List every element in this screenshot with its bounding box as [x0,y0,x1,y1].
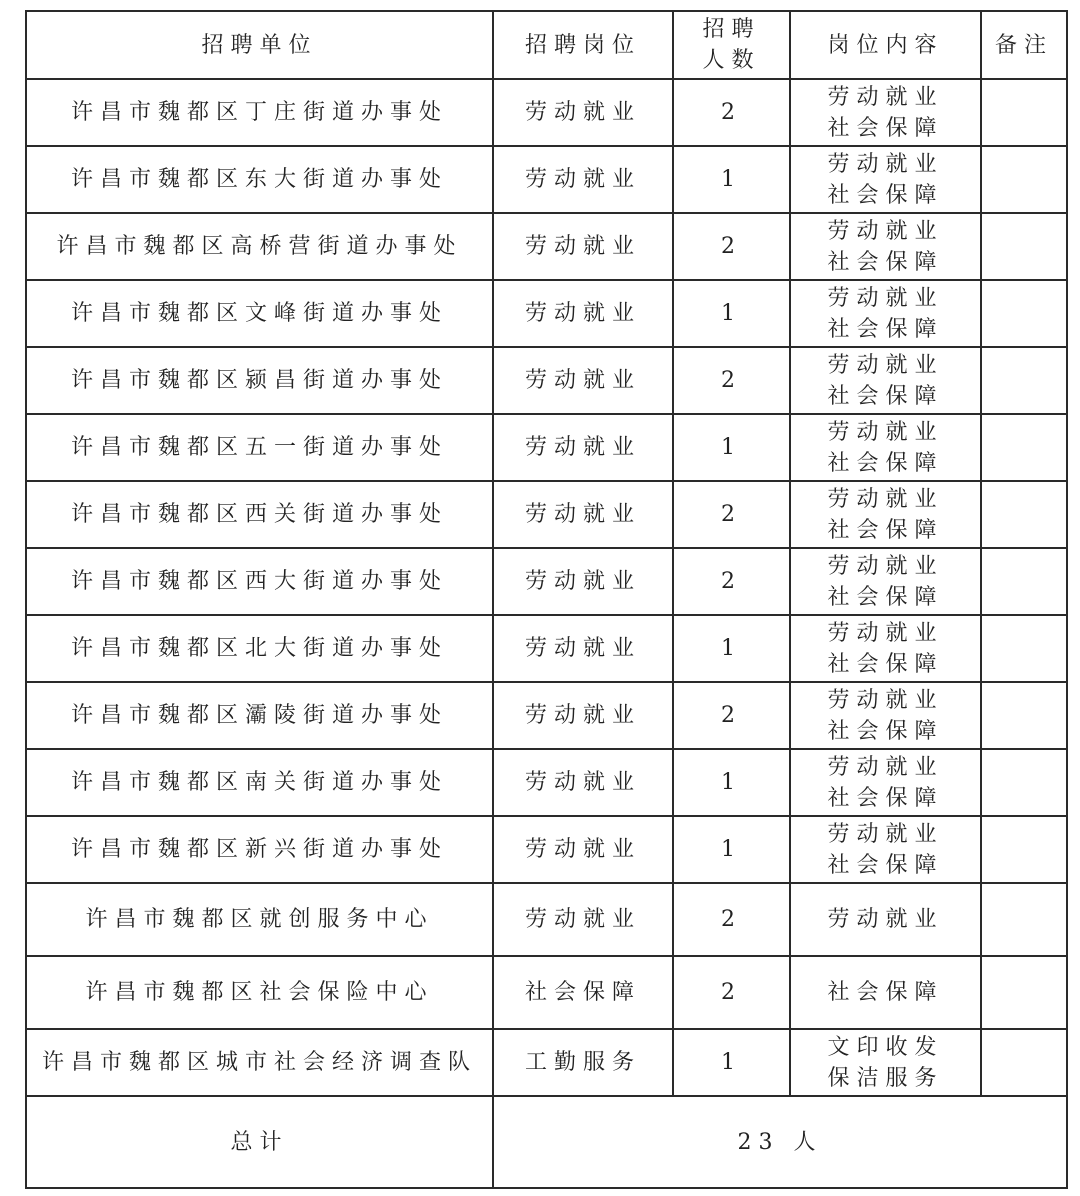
cell-content-line1: 劳动就业 [827,687,944,713]
cell-position: 劳动就业 [493,615,673,682]
cell-unit: 许昌市魏都区西关街道办事处 [26,481,493,548]
cell-position: 工勤服务 [493,1029,673,1096]
cell-unit: 许昌市魏都区南关街道办事处 [26,749,493,816]
cell-unit: 许昌市魏都区就创服务中心 [26,883,493,956]
table-row [26,682,1067,749]
cell-content [790,1029,981,1096]
cell-content-line1: 社会保障 [827,980,944,1005]
cell-position: 劳动就业 [493,682,673,749]
cell-unit: 许昌市魏都区高桥营街道办事处 [26,213,493,280]
cell-position: 劳动就业 [493,146,673,213]
cell-count: 2 [673,213,790,280]
header-position: 招聘岗位 [493,11,673,79]
cell-content [790,213,981,280]
cell-remark [981,414,1067,481]
cell-content-line2: 社会保障 [827,785,944,811]
cell-content [790,414,981,481]
cell-content-line1: 文印收发 [827,1034,944,1060]
cell-content [790,615,981,682]
cell-count: 2 [673,347,790,414]
cell-position: 劳动就业 [493,481,673,548]
cell-remark [981,1029,1067,1096]
cell-count: 2 [673,883,790,956]
cell-count: 2 [673,682,790,749]
table-row [26,347,1067,414]
cell-remark [981,956,1067,1029]
cell-remark [981,280,1067,347]
cell-content [790,883,981,956]
cell-position: 劳动就业 [493,414,673,481]
cell-remark [981,146,1067,213]
cell-unit: 许昌市魏都区西大街道办事处 [26,548,493,615]
cell-content-line2: 社会保障 [827,651,944,677]
total-value: 23 人 [493,1096,1067,1188]
cell-position: 劳动就业 [493,816,673,883]
cell-position: 劳动就业 [493,548,673,615]
cell-unit: 许昌市魏都区东大街道办事处 [26,146,493,213]
cell-count: 1 [673,615,790,682]
cell-content [790,749,981,816]
header-count-line2: 人数 [702,48,761,73]
header-remark: 备注 [981,11,1067,79]
cell-content [790,816,981,883]
table-row [26,749,1067,816]
cell-content-line2: 社会保障 [827,115,944,141]
cell-content [790,146,981,213]
cell-remark [981,79,1067,146]
cell-count: 1 [673,146,790,213]
table-row [26,956,1067,1029]
cell-content [790,548,981,615]
total-row [26,1096,1067,1188]
cell-count: 1 [673,749,790,816]
cell-content [790,481,981,548]
cell-unit: 许昌市魏都区颍昌街道办事处 [26,347,493,414]
table-row [26,280,1067,347]
table-row [26,548,1067,615]
cell-remark [981,816,1067,883]
cell-content-line1: 劳动就业 [827,352,944,378]
cell-count: 2 [673,548,790,615]
header-count [673,11,790,79]
cell-unit: 许昌市魏都区丁庄街道办事处 [26,79,493,146]
cell-content-line1: 劳动就业 [827,486,944,512]
cell-unit: 许昌市魏都区文峰街道办事处 [26,280,493,347]
cell-position: 劳动就业 [493,883,673,956]
cell-position: 劳动就业 [493,79,673,146]
cell-content-line2: 社会保障 [827,182,944,208]
cell-count: 2 [673,956,790,1029]
table-header-row [26,11,1067,79]
cell-content-line1: 劳动就业 [827,84,944,110]
table-row [26,481,1067,548]
cell-content-line2: 社会保障 [827,584,944,610]
table-row [26,615,1067,682]
cell-content-line1: 劳动就业 [827,218,944,244]
cell-content-line2: 社会保障 [827,316,944,342]
header-count-line1: 招聘 [702,17,761,42]
cell-content-line2: 保洁服务 [827,1065,944,1091]
cell-content-line1: 劳动就业 [827,151,944,177]
cell-content-line1: 劳动就业 [827,754,944,780]
cell-count: 2 [673,79,790,146]
cell-count: 1 [673,816,790,883]
header-unit: 招聘单位 [26,11,493,79]
cell-content [790,79,981,146]
table-row [26,414,1067,481]
cell-unit: 许昌市魏都区社会保险中心 [26,956,493,1029]
cell-remark [981,548,1067,615]
cell-position: 劳动就业 [493,749,673,816]
cell-content-line1: 劳动就业 [827,553,944,579]
cell-remark [981,213,1067,280]
table-row [26,146,1067,213]
cell-remark [981,615,1067,682]
cell-content-line1: 劳动就业 [827,907,944,932]
cell-content-line1: 劳动就业 [827,285,944,311]
table-row [26,1029,1067,1096]
cell-remark [981,682,1067,749]
cell-content [790,682,981,749]
cell-count: 1 [673,1029,790,1096]
header-content: 岗位内容 [790,11,981,79]
cell-content [790,347,981,414]
cell-content-line2: 社会保障 [827,718,944,744]
cell-unit: 许昌市魏都区北大街道办事处 [26,615,493,682]
cell-unit: 许昌市魏都区五一街道办事处 [26,414,493,481]
cell-content [790,956,981,1029]
cell-content-line2: 社会保障 [827,852,944,878]
cell-content-line1: 劳动就业 [827,419,944,445]
table-row [26,213,1067,280]
table-row [26,79,1067,146]
cell-remark [981,749,1067,816]
cell-position: 劳动就业 [493,347,673,414]
cell-content-line2: 社会保障 [827,450,944,476]
recruitment-table [25,10,1068,1189]
cell-remark [981,347,1067,414]
cell-position: 劳动就业 [493,213,673,280]
cell-remark [981,883,1067,956]
cell-unit: 许昌市魏都区新兴街道办事处 [26,816,493,883]
cell-content-line2: 社会保障 [827,383,944,409]
cell-position: 劳动就业 [493,280,673,347]
cell-content-line2: 社会保障 [827,249,944,275]
cell-count: 1 [673,280,790,347]
total-label: 总计 [26,1096,493,1188]
table-body [26,79,1067,1096]
cell-content-line1: 劳动就业 [827,620,944,646]
cell-count: 1 [673,414,790,481]
cell-unit: 许昌市魏都区灞陵街道办事处 [26,682,493,749]
table-row [26,883,1067,956]
cell-count: 2 [673,481,790,548]
table-row [26,816,1067,883]
cell-content [790,280,981,347]
cell-remark [981,481,1067,548]
cell-content-line1: 劳动就业 [827,821,944,847]
cell-content-line2: 社会保障 [827,517,944,543]
cell-unit: 许昌市魏都区城市社会经济调查队 [26,1029,493,1096]
cell-position: 社会保障 [493,956,673,1029]
